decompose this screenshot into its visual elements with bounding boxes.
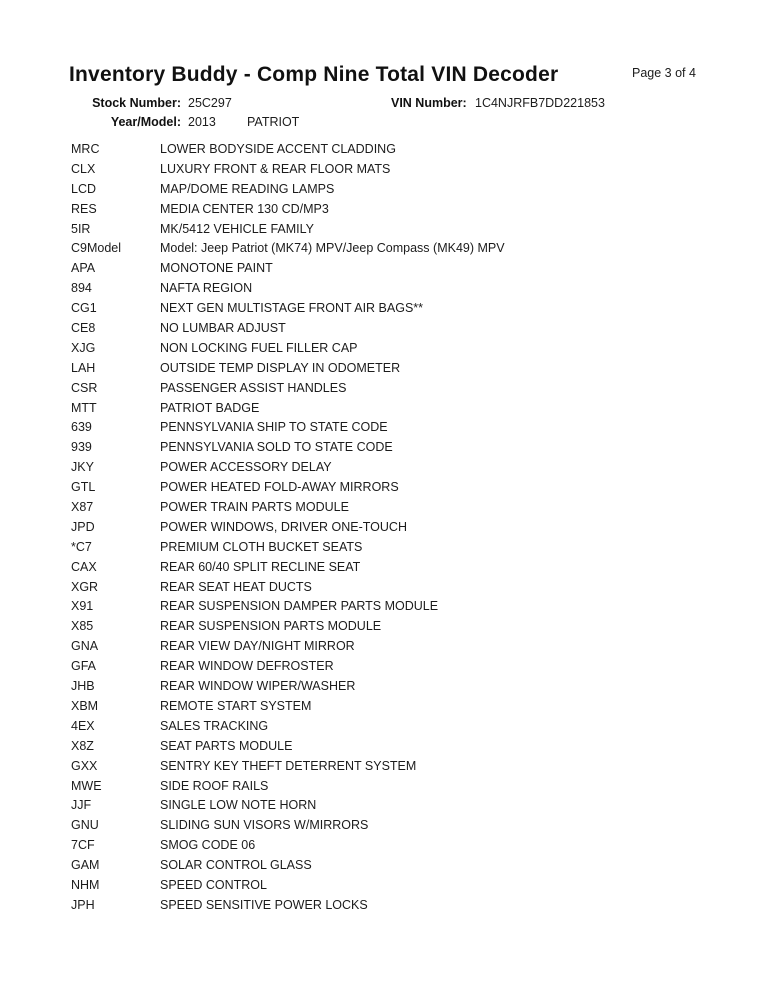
stock-number-label: Stock Number:: [92, 96, 181, 110]
option-code: *C7: [71, 539, 92, 554]
option-code: GAM: [71, 858, 100, 873]
option-code: CE8: [71, 321, 96, 336]
option-row: [0, 399, 773, 419]
option-code: 939: [71, 440, 92, 455]
year-model-label: Year/Model:: [110, 115, 181, 129]
option-row: [0, 200, 773, 220]
option-code: GFA: [71, 659, 97, 674]
option-row: [0, 657, 773, 677]
option-description: NEXT GEN MULTISTAGE FRONT AIR BAGS**: [160, 301, 424, 316]
option-row: [0, 856, 773, 876]
option-code: X85: [71, 619, 94, 634]
option-description: SINGLE LOW NOTE HORN: [160, 798, 317, 813]
page-number-indicator: Page 3 of 4: [632, 66, 696, 80]
option-code: GNA: [71, 639, 99, 654]
option-row: [0, 319, 773, 339]
option-row: [0, 438, 773, 458]
options-list: [0, 140, 773, 916]
option-description: SALES TRACKING: [160, 718, 269, 733]
option-code: GNU: [71, 818, 99, 833]
option-row: [0, 896, 773, 916]
option-description: SMOG CODE 06: [160, 838, 256, 853]
option-row: [0, 220, 773, 240]
option-row: [0, 160, 773, 180]
option-description: REAR SUSPENSION PARTS MODULE: [160, 619, 382, 634]
option-row: [0, 697, 773, 717]
option-row: [0, 418, 773, 438]
stock-number-value: 25C297: [188, 96, 232, 110]
option-description: NO LUMBAR ADJUST: [160, 321, 286, 336]
option-code: 639: [71, 420, 92, 435]
option-row: [0, 379, 773, 399]
option-description: NAFTA REGION: [160, 281, 253, 296]
option-code: X87: [71, 500, 94, 515]
option-row: [0, 578, 773, 598]
option-row: [0, 677, 773, 697]
option-row: [0, 359, 773, 379]
option-description: REAR WINDOW DEFROSTER: [160, 659, 334, 674]
option-description: REAR SUSPENSION DAMPER PARTS MODULE: [160, 599, 439, 614]
option-code: APA: [71, 261, 96, 276]
vin-number-value: 1C4NJRFB7DD221853: [475, 96, 605, 110]
option-code: GXX: [71, 758, 98, 773]
option-description: SENTRY KEY THEFT DETERRENT SYSTEM: [160, 758, 417, 773]
option-code: XGR: [71, 579, 99, 594]
option-row: [0, 558, 773, 578]
option-code: MRC: [71, 142, 100, 156]
option-description: PENNSYLVANIA SOLD TO STATE CODE: [160, 440, 393, 455]
option-code: CG1: [71, 301, 97, 316]
option-description: PASSENGER ASSIST HANDLES: [160, 380, 347, 395]
option-row: [0, 299, 773, 319]
option-description: REMOTE START SYSTEM: [160, 698, 312, 713]
option-row: [0, 737, 773, 757]
option-row: [0, 518, 773, 538]
option-description: LUXURY FRONT & REAR FLOOR MATS: [160, 161, 391, 176]
option-code: CLX: [71, 161, 96, 176]
option-code: X8Z: [71, 738, 94, 753]
option-description: SPEED SENSITIVE POWER LOCKS: [160, 897, 368, 912]
option-code: XJG: [71, 340, 96, 355]
option-code: MWE: [71, 778, 102, 793]
option-row: [0, 478, 773, 498]
option-row: [0, 140, 773, 160]
option-row: [0, 180, 773, 200]
option-code: X91: [71, 599, 94, 614]
option-code: CSR: [71, 380, 98, 395]
year-value: 2013: [188, 115, 216, 129]
option-code: GTL: [71, 480, 96, 495]
option-description: SIDE ROOF RAILS: [160, 778, 269, 793]
option-description: Model: Jeep Patriot (MK74) MPV/Jeep Compass (MK49) MPV: [160, 241, 505, 256]
option-code: XBM: [71, 698, 99, 713]
option-row: [0, 757, 773, 777]
option-code: MTT: [71, 400, 97, 415]
option-description: POWER ACCESSORY DELAY: [160, 460, 332, 475]
option-description: REAR VIEW DAY/NIGHT MIRROR: [160, 639, 355, 654]
option-row: [0, 617, 773, 637]
option-code: JHB: [71, 679, 95, 694]
option-description: SOLAR CONTROL GLASS: [160, 858, 312, 873]
option-code: JPH: [71, 897, 95, 912]
vin-number-label: VIN Number:: [391, 96, 467, 110]
option-code: JKY: [71, 460, 94, 475]
option-row: [0, 717, 773, 737]
option-code: 894: [71, 281, 92, 296]
option-row: [0, 836, 773, 856]
option-description: POWER WINDOWS, DRIVER ONE-TOUCH: [160, 519, 407, 534]
option-description: OUTSIDE TEMP DISPLAY IN ODOMETER: [160, 360, 401, 375]
option-code: NHM: [71, 877, 100, 892]
option-row: [0, 538, 773, 558]
option-description: REAR 60/40 SPLIT RECLINE SEAT: [160, 559, 361, 574]
option-description: PENNSYLVANIA SHIP TO STATE CODE: [160, 420, 388, 435]
option-description: MONOTONE PAINT: [160, 261, 273, 276]
option-description: MAP/DOME READING LAMPS: [160, 181, 335, 196]
model-value: PATRIOT: [247, 115, 300, 129]
option-row: [0, 259, 773, 279]
option-row: [0, 876, 773, 896]
option-row: [0, 816, 773, 836]
page-title: Inventory Buddy - Comp Nine Total VIN Decoder: [69, 63, 559, 86]
option-description: LOWER BODYSIDE ACCENT CLADDING: [160, 142, 396, 156]
option-code: JPD: [71, 519, 95, 534]
option-code: C9Model: [71, 241, 122, 256]
option-description: PATRIOT BADGE: [160, 400, 260, 415]
option-code: 4EX: [71, 718, 95, 733]
option-code: LCD: [71, 181, 97, 196]
option-row: [0, 498, 773, 518]
option-description: PREMIUM CLOTH BUCKET SEATS: [160, 539, 363, 554]
option-description: SPEED CONTROL: [160, 877, 267, 892]
option-row: [0, 777, 773, 797]
option-description: SLIDING SUN VISORS W/MIRRORS: [160, 818, 369, 833]
option-description: REAR SEAT HEAT DUCTS: [160, 579, 312, 594]
option-row: [0, 637, 773, 657]
option-code: CAX: [71, 559, 97, 574]
option-description: SEAT PARTS MODULE: [160, 738, 293, 753]
option-code: 7CF: [71, 838, 95, 853]
option-description: MK/5412 VEHICLE FAMILY: [160, 221, 314, 236]
option-description: REAR WINDOW WIPER/WASHER: [160, 679, 356, 694]
option-description: POWER HEATED FOLD-AWAY MIRRORS: [160, 480, 399, 495]
option-code: LAH: [71, 360, 96, 375]
option-row: [0, 239, 773, 259]
option-code: 5IR: [71, 221, 91, 236]
option-row: [0, 339, 773, 359]
option-description: POWER TRAIN PARTS MODULE: [160, 500, 349, 515]
option-row: [0, 796, 773, 816]
option-code: JJF: [71, 798, 92, 813]
option-description: MEDIA CENTER 130 CD/MP3: [160, 201, 329, 216]
option-description: NON LOCKING FUEL FILLER CAP: [160, 340, 358, 355]
option-row: [0, 597, 773, 617]
option-code: RES: [71, 201, 97, 216]
option-row: [0, 279, 773, 299]
option-row: [0, 458, 773, 478]
